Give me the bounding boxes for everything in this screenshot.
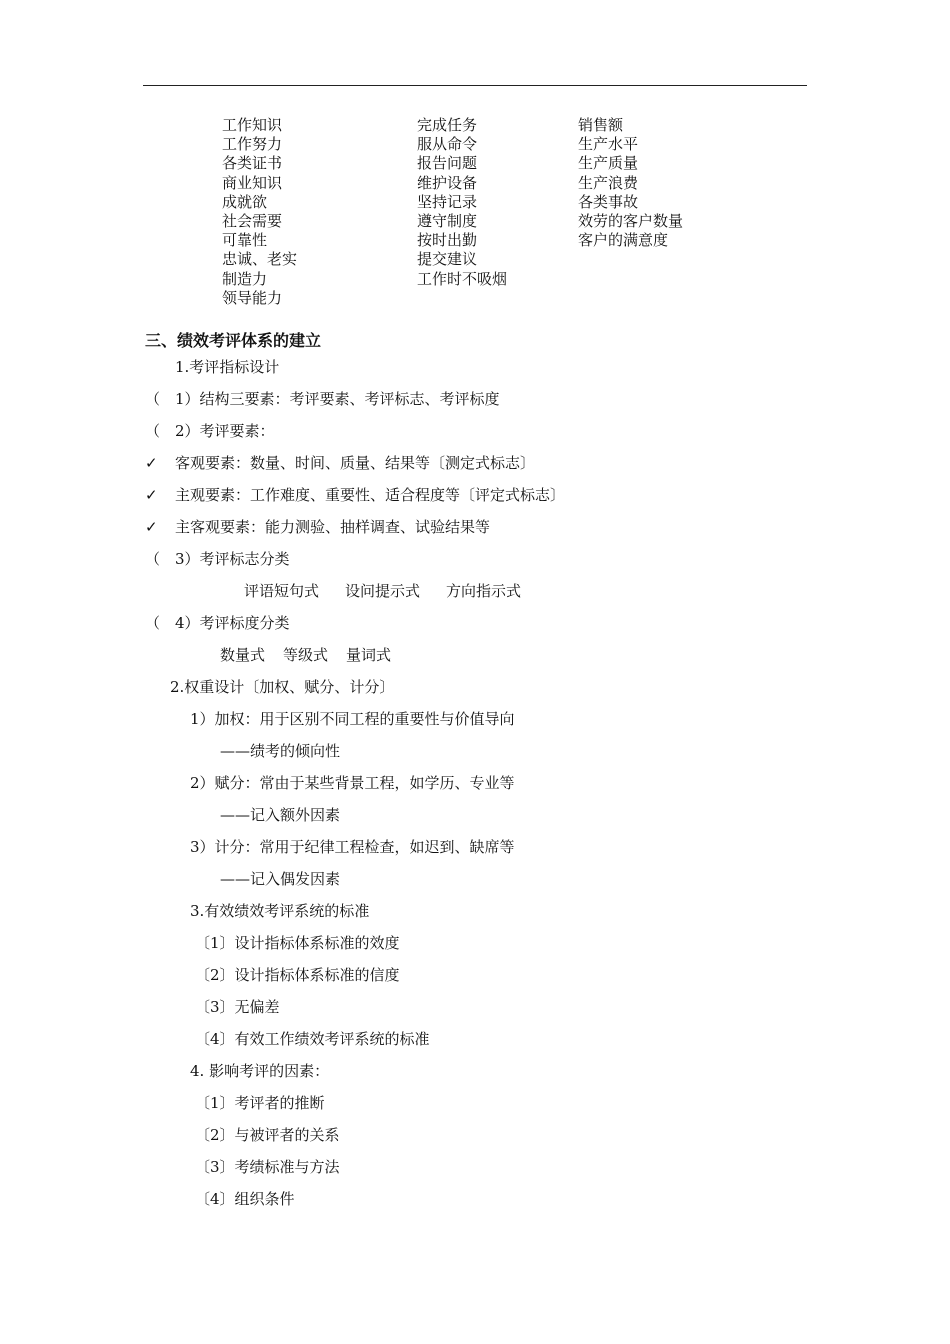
option-text: 评语短句式 (244, 582, 320, 600)
checked-item (145, 453, 535, 473)
checked-item-text: 主客观要素：能力测验、抽样调查、试验结果等 (175, 518, 491, 536)
option-text: 设问提示式 (345, 582, 421, 600)
list-item: 〔3〕考绩标准与方法 (195, 1158, 340, 1176)
list-item: 工作知识 (222, 116, 283, 134)
list-item: 〔4〕有效工作绩效考评系统的标准 (195, 1030, 430, 1048)
list-item: 1）加权：用于区别不同工程的重要性与价值导向 (190, 710, 515, 728)
list-item: 报告问题 (417, 154, 478, 173)
list-item: 制造力 (222, 269, 268, 288)
list-item: 坚持记录 (417, 192, 478, 211)
subsection-title: 3.有效绩效考评系统的标准 (190, 902, 370, 920)
list-item: 生产浪费 (578, 173, 639, 192)
list-item: 维护设备 (417, 173, 478, 192)
list-item: 工作努力 (222, 135, 283, 154)
list-item: 〔1〕考评者的推断 (195, 1094, 325, 1112)
option-text: 数量式 (220, 646, 266, 664)
list-item: 社会需要 (222, 212, 283, 231)
list-item-note: ——记入偶发因素 (220, 870, 341, 888)
option-text: 方向指示式 (446, 582, 522, 600)
list-item: 〔1〕设计指标体系标准的效度 (195, 934, 400, 952)
list-item: 商业知识 (222, 173, 283, 192)
check-icon: ✓ (145, 454, 158, 472)
option-text: 等级式 (283, 646, 329, 664)
options-row (220, 645, 391, 665)
list-item: （ 2）考评要素： (145, 422, 275, 440)
list-item: 忠诚、老实 (222, 250, 298, 269)
list-item: 〔2〕与被评者的关系 (195, 1126, 340, 1144)
list-item: 领导能力 (222, 288, 283, 307)
list-item: 生产质量 (578, 154, 639, 173)
list-item-note: ——记入额外因素 (220, 806, 341, 824)
list-item: （ 1）结构三要素：考评要素、考评标志、考评标度 (145, 390, 500, 408)
checked-item-text: 主观要素：工作难度、重要性、适合程度等〔评定式标志〕 (175, 486, 566, 504)
list-item: 生产水平 (578, 135, 639, 154)
checked-item (145, 485, 565, 505)
list-column-results (578, 116, 683, 250)
list-item: 提交建议 (417, 250, 478, 269)
checked-item (145, 517, 490, 537)
list-item: 3）计分：常用于纪律工程检查，如迟到、缺席等 (190, 838, 515, 856)
list-item: 各类事故 (578, 192, 639, 211)
check-icon: ✓ (145, 518, 158, 536)
list-item: 服从命令 (417, 135, 478, 154)
subsection-title: 2.权重设计〔加权、赋分、计分〕 (170, 678, 395, 696)
list-item: 〔2〕设计指标体系标准的信度 (195, 966, 400, 984)
list-column-personal-traits (222, 116, 297, 308)
subsection-title: 1.考评指标设计 (175, 358, 280, 376)
list-item: 各类证书 (222, 154, 283, 173)
list-column-behaviors (417, 116, 507, 289)
option-text: 量词式 (346, 646, 392, 664)
list-item: 按时出勤 (417, 231, 478, 250)
list-item: 2）赋分：常由于某些背景工程，如学历、专业等 (190, 774, 515, 792)
list-item: 工作时不吸烟 (417, 269, 508, 288)
list-item: 遵守制度 (417, 212, 478, 231)
list-item: 客户的满意度 (578, 231, 669, 250)
subsection-title: 4. 影响考评的因素： (190, 1062, 330, 1080)
options-row (244, 581, 521, 601)
section-heading: 三、绩效考评体系的建立 (145, 331, 322, 350)
checked-item-text: 客观要素：数量、时间、质量、结果等〔测定式标志〕 (175, 454, 536, 472)
check-icon: ✓ (145, 486, 158, 504)
list-item: 可靠性 (222, 231, 268, 250)
list-item: 完成任务 (417, 116, 478, 134)
list-item: （ 3）考评标志分类 (145, 550, 290, 568)
list-item: 成就欲 (222, 192, 268, 211)
list-item: 效劳的客户数量 (578, 212, 684, 231)
list-item: （ 4）考评标度分类 (145, 614, 290, 632)
list-item-note: ——绩考的倾向性 (220, 742, 341, 760)
header-rule (143, 85, 807, 86)
list-item: 〔3〕无偏差 (195, 998, 280, 1016)
list-item: 〔4〕组织条件 (195, 1190, 295, 1208)
list-item: 销售额 (578, 116, 624, 134)
